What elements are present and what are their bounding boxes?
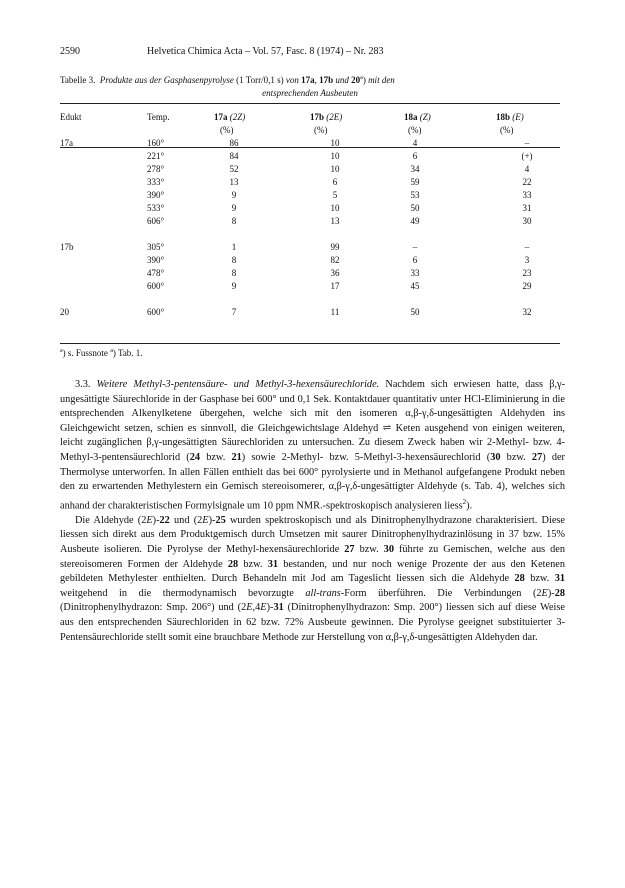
temperature-cell	[117, 150, 190, 163]
yield-cell	[456, 163, 560, 176]
yield-value: 13	[229, 177, 239, 187]
yield-value: 4	[412, 138, 418, 148]
yield-value: 4	[524, 164, 530, 174]
caption-compound: 17b	[319, 75, 334, 85]
text-run: bzw.	[354, 543, 384, 555]
temperature-value: 600°	[147, 281, 165, 291]
text-run: )-	[547, 587, 555, 599]
yield-value: 22	[522, 177, 532, 187]
yield-value: 10	[330, 138, 340, 148]
yield-cell	[190, 176, 286, 189]
yield-value: 6	[332, 177, 338, 187]
text-run: )-	[152, 514, 160, 526]
yield-cell	[286, 189, 368, 202]
temperature-value: 160°	[147, 138, 165, 148]
temperature-cell	[117, 254, 190, 267]
yield-value: 3	[524, 255, 530, 265]
caption-line-2: entsprechenden Ausbeuten	[262, 88, 358, 98]
yield-cell	[368, 280, 456, 293]
table-row	[60, 306, 560, 319]
table-top-rule	[60, 103, 560, 104]
temperature-cell	[117, 241, 190, 254]
yield-cell	[456, 215, 560, 228]
yield-value: 10	[330, 151, 340, 161]
edukt-cell	[60, 254, 117, 267]
text-run: und (2	[169, 514, 203, 526]
yield-cell	[190, 137, 286, 150]
yield-cell	[190, 254, 286, 267]
footnote-ref: 2	[462, 497, 467, 506]
temperature-cell	[117, 306, 190, 319]
temperature-cell	[117, 267, 190, 280]
yield-cell	[368, 267, 456, 280]
yield-value: 1	[231, 242, 237, 252]
col-17a: 17a (2Z)	[214, 112, 246, 122]
yield-cell	[286, 215, 368, 228]
yield-value: 45	[410, 281, 420, 291]
yield-value: 32	[522, 307, 532, 317]
footnote-mark: a	[60, 348, 63, 354]
yield-cell	[456, 189, 560, 202]
all-trans-term: all-trans	[305, 587, 341, 599]
temperature-cell	[117, 215, 190, 228]
table-caption	[60, 72, 560, 100]
caption-und: und	[335, 75, 349, 85]
unit-17b: (%)	[314, 125, 328, 135]
yield-value: 10	[330, 203, 340, 213]
text-run: bzw.	[524, 573, 555, 585]
stereo-descriptor: E	[146, 514, 153, 526]
yield-value: 33	[410, 268, 420, 278]
yield-value: 29	[522, 281, 532, 291]
caption-von: von	[285, 75, 299, 85]
temperature-cell	[117, 163, 190, 176]
header-row	[60, 111, 560, 124]
temperature-cell	[117, 137, 190, 150]
yield-cell	[368, 306, 456, 319]
yield-cell	[286, 150, 368, 163]
yield-value: 34	[410, 164, 420, 174]
yield-value: –	[524, 138, 530, 148]
table-row	[60, 137, 560, 150]
yield-cell	[286, 280, 368, 293]
compound-ref: 28	[554, 587, 565, 599]
table-row	[60, 215, 560, 228]
text-run: ) der Thermolyse unterworfen. In allen Fällen enthielt das bei 600° pyrolysierte und in Methanol aufgefangene Produkt neben den zu erwartenden Methylestern ein Gemisch stereoisomerer, α,β-γ,δ-ungesättigter Aldehyde (s. Tab. 4), welches sich anhand der charakteristischen Formylsignale um 10 ppm NMR.-spektroskopisch analysieren liess	[60, 451, 565, 512]
caption-footnote-mark: a	[360, 75, 363, 81]
yield-cell	[368, 254, 456, 267]
edukt-cell	[60, 202, 117, 215]
yield-value: 9	[231, 203, 237, 213]
col-18a: 18a (Z)	[404, 112, 431, 122]
table-row	[60, 150, 560, 163]
yield-value: 99	[330, 242, 340, 252]
edukt-cell: 17b	[60, 242, 74, 252]
paragraph-2	[60, 514, 565, 645]
yield-value: 8	[231, 268, 237, 278]
temperature-cell	[117, 202, 190, 215]
text-run: ).	[466, 500, 473, 512]
table-footnote	[60, 348, 143, 358]
compound-ref: 30	[383, 543, 394, 555]
table-row	[60, 189, 560, 202]
yield-cell	[190, 150, 286, 163]
yield-cell	[286, 241, 368, 254]
yield-value: –	[412, 242, 418, 252]
text-run: )-	[266, 602, 274, 614]
yield-cell	[368, 163, 456, 176]
text-run: führte zu Gemischen, welche aus den stereoisomeren Formen der Aldehyde	[60, 543, 565, 570]
yield-cell	[368, 150, 456, 163]
section-number: 3.3.	[75, 379, 91, 390]
compound-ref: 25	[215, 514, 226, 526]
col-temp: Temp.	[147, 112, 170, 122]
temperature-value: 390°	[147, 255, 165, 265]
edukt-cell: 20	[60, 307, 69, 317]
stereo-descriptor: E	[246, 602, 253, 614]
yield-value: 8	[231, 216, 237, 226]
yield-value: 23	[522, 268, 532, 278]
group-spacer	[60, 228, 560, 241]
col-18b: 18b (E)	[496, 112, 524, 122]
table-body	[60, 137, 560, 319]
header-unit-row	[60, 124, 560, 137]
text-run: bzw.	[238, 558, 268, 570]
temperature-value: 533°	[147, 203, 165, 213]
yield-cell	[368, 189, 456, 202]
yield-value: 31	[522, 203, 532, 213]
caption-label: Tabelle 3.	[60, 75, 96, 85]
yield-value: 5	[332, 190, 338, 200]
temperature-cell	[117, 176, 190, 189]
yield-value: 86	[229, 138, 239, 148]
col-17b: 17b (2E)	[310, 112, 343, 122]
compound-ref: 21	[231, 451, 242, 463]
yield-value: 59	[410, 177, 420, 187]
table-row	[60, 202, 560, 215]
compound-ref: 27	[531, 451, 543, 463]
yield-cell	[456, 176, 560, 189]
text-run: )-	[208, 514, 216, 526]
compound-ref: 28	[227, 558, 239, 570]
yield-cell	[456, 150, 560, 163]
yield-value: 13	[330, 216, 340, 226]
yield-cell	[456, 202, 560, 215]
yield-value: 9	[231, 190, 237, 200]
yield-cell	[286, 267, 368, 280]
col-edukt: Edukt	[60, 112, 82, 122]
yield-cell	[190, 163, 286, 176]
edukt-cell	[60, 150, 117, 163]
table-bottom-rule	[60, 343, 560, 344]
yield-cell	[286, 202, 368, 215]
yield-cell	[368, 241, 456, 254]
caption-conditions: (1 Torr/0,1 s)	[236, 75, 284, 85]
page-number: 2590	[60, 46, 80, 57]
journal-citation: Helvetica Chimica Acta – Vol. 57, Fasc. 8 (1974) – Nr. 283	[147, 46, 384, 57]
body-text	[60, 378, 565, 645]
yield-cell	[190, 306, 286, 319]
temperature-value: 278°	[147, 164, 165, 174]
compound-ref: 30	[490, 451, 501, 463]
yield-cell	[190, 280, 286, 293]
text-run: bzw.	[500, 451, 532, 463]
text-run: ) sowie 2-Methyl- bzw. 5-Methyl-3-hexensäurechlorid (	[241, 451, 491, 463]
edukt-cell	[60, 189, 117, 202]
yield-cell	[456, 254, 560, 267]
yield-cell	[456, 280, 560, 293]
yield-cell	[190, 215, 286, 228]
yield-value: 49	[410, 216, 420, 226]
unit-18b: (%)	[500, 125, 514, 135]
compound-ref: 31	[267, 558, 278, 570]
group-spacer	[60, 293, 560, 306]
text-run: -Form überführen. Die Verbindungen (2	[340, 587, 542, 599]
stereo-descriptor: E	[202, 514, 209, 526]
unit-18a: (%)	[408, 125, 422, 135]
yield-value: 82	[330, 255, 340, 265]
table-row	[60, 241, 560, 254]
yield-value: 8	[231, 255, 237, 265]
yield-value: –	[524, 242, 530, 252]
yield-cell	[368, 215, 456, 228]
yield-value: 50	[410, 203, 420, 213]
caption-text: Produkte aus der Gasphasenpyrolyse	[99, 75, 234, 85]
paragraph-1	[60, 378, 565, 514]
text-run: (Dinitrophenylhydrazon: Smp. 200°) liessen sich auf diese Weise aus den entsprechenden Säurechloriden in 62 bzw. 72% Ausbeute gewinnen. Die Pyrolyse geeignet substituierter 3-Pentensäurechloride stellt somit eine brauchbare Methode zur Herstellung von α,β-γ,δ-ungesättigten Aldehyden dar.	[60, 602, 565, 643]
caption-comma: ,	[314, 75, 317, 85]
table-row	[60, 280, 560, 293]
caption-compound: 17a	[301, 75, 315, 85]
temperature-value: 390°	[147, 190, 165, 200]
footnote-text: ) s. Fussnote	[62, 348, 108, 358]
stereo-descriptor: E	[260, 602, 267, 614]
compound-ref: 31	[273, 602, 284, 614]
footnote-ref: a	[110, 348, 113, 354]
temperature-cell	[117, 189, 190, 202]
temperature-cell	[117, 280, 190, 293]
text-run: weitgehend in die thermodynamisch bevorzugte	[60, 587, 306, 599]
yield-value: 50	[410, 307, 420, 317]
yield-cell	[286, 137, 368, 150]
yield-cell	[190, 202, 286, 215]
temperature-value: 221°	[147, 151, 165, 161]
compound-ref: 27	[344, 543, 355, 555]
text-run: (Dinitrophenylhydrazon: Smp. 206°) und (2	[60, 602, 247, 614]
edukt-cell	[60, 267, 117, 280]
temperature-value: 333°	[147, 177, 165, 187]
yield-value: 6	[412, 151, 418, 161]
yield-cell	[286, 254, 368, 267]
text-run: Die Aldehyde (2	[75, 514, 147, 526]
caption-compound: 20	[351, 75, 361, 85]
yield-cell	[456, 241, 560, 254]
results-table	[60, 111, 560, 319]
table-row	[60, 163, 560, 176]
yield-cell	[286, 176, 368, 189]
table-row	[60, 254, 560, 267]
footnote-tail: ) Tab. 1.	[112, 348, 143, 358]
yield-value: 53	[410, 190, 420, 200]
yield-cell	[368, 176, 456, 189]
compound-ref: 28	[514, 573, 525, 585]
yield-value: 33	[522, 190, 532, 200]
table-row	[60, 176, 560, 189]
temperature-value: 606°	[147, 216, 165, 226]
compound-ref: 24	[189, 451, 201, 463]
text-run: Nachdem sich erwiesen hatte, dass β,γ-ungesättigte Säurechloride in der Gasphase bei 600° und 0,1 Sek. Kontaktdauer quantitativ unter HCl-Eliminierung in die entsprechenden Alkenylketene übergehen, welche sich mit den isomeren α,β-γ,δ-ungesättigten Aldehyden ins Gleichgewicht setzen, schien es sinnvoll, die Gleichgewichtslage Aldehyd ⇌ Keten ausgehend von einigen weiteren, leicht zugänglichen β,γ-ungesättigten Säurechloriden zu untersuchen. Zu diesem Zweck haben wir 2-Methyl- bzw. 4-Methyl-3-pentensäurechlorid (	[60, 379, 565, 463]
yield-cell	[286, 306, 368, 319]
yield-value: 84	[229, 151, 239, 161]
yield-value: 9	[231, 281, 237, 291]
edukt-cell	[60, 280, 117, 293]
table-row	[60, 267, 560, 280]
yield-value: 7	[231, 307, 237, 317]
edukt-cell	[60, 163, 117, 176]
yield-value: 11	[330, 307, 340, 317]
edukt-cell	[60, 215, 117, 228]
temperature-value: 305°	[147, 242, 165, 252]
text-run: bestanden, und nur noch wenige Prozente der aus den Ketenen gebildeten Methylester enthielten. Durch Behandeln mit Jod am Tageslicht liessen sich die Aldehyde	[60, 558, 565, 585]
yield-value: 6	[412, 255, 418, 265]
yield-cell	[190, 189, 286, 202]
yield-cell	[190, 267, 286, 280]
temperature-value: 600°	[147, 307, 165, 317]
compound-ref: 22	[159, 514, 170, 526]
section-title: Weitere Methyl-3-pentensäure- und Methyl-3-hexensäurechloride.	[96, 379, 380, 390]
edukt-cell: 17a	[60, 138, 73, 148]
text-run: wurden spektroskopisch und als Dinitrophenylhydrazone charakterisiert. Diese liessen sich direkt aus dem Produktgemisch durch Umsetzen mit saurer Dinitrophenylhydrazinlösung in 37 bzw. 15% Ausbeute isolieren. Die Pyrolyse der Methyl-hexensäurechloride	[60, 514, 565, 555]
yield-value: 52	[229, 164, 239, 174]
yield-cell	[456, 267, 560, 280]
unit-17a: (%)	[220, 125, 234, 135]
yield-cell	[456, 306, 560, 319]
yield-value: 30	[522, 216, 532, 226]
yield-cell	[456, 137, 560, 150]
yield-cell	[368, 202, 456, 215]
yield-value: (+)	[521, 151, 533, 161]
text-run: ,4	[252, 602, 261, 614]
caption-paren: )	[362, 75, 366, 85]
edukt-cell	[60, 176, 117, 189]
text-run: bzw.	[200, 451, 232, 463]
yield-cell	[190, 241, 286, 254]
caption-mit-den: mit den	[368, 75, 395, 85]
yield-cell	[286, 163, 368, 176]
compound-ref: 31	[554, 573, 565, 585]
caption-line-1	[60, 72, 560, 87]
stereo-descriptor: E	[541, 587, 548, 599]
yield-cell	[368, 137, 456, 150]
yield-value: 36	[330, 268, 340, 278]
temperature-value: 478°	[147, 268, 165, 278]
yield-value: 10	[330, 164, 340, 174]
yield-value: 17	[330, 281, 340, 291]
